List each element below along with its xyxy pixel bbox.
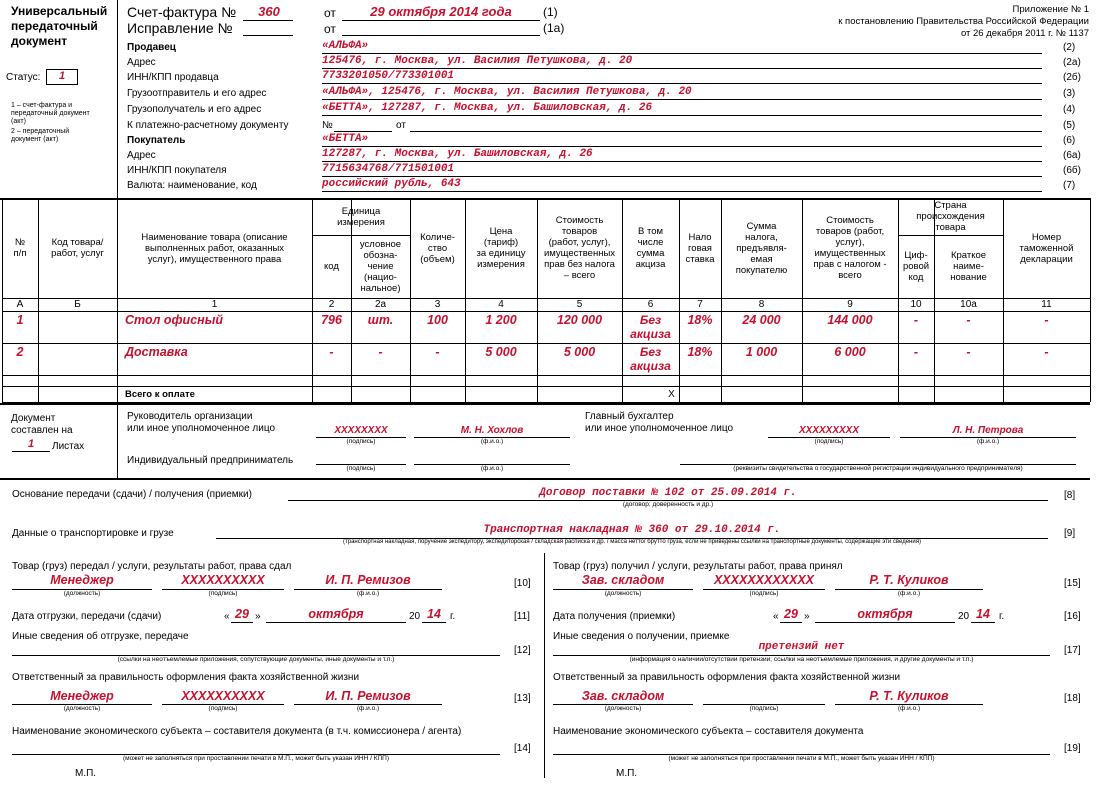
ref-8: [8]: [1064, 490, 1076, 501]
left-other-caption: (ссылки на неотъемлемые приложения, сопутствующие документы, иные документы и т.п.): [117, 656, 395, 663]
table-row-line: [2, 343, 1090, 344]
right-resp-full-name[interactable]: Р. Т. Куликов: [869, 689, 949, 703]
ref-14: [14]: [514, 743, 531, 754]
ref-11: [11]: [514, 611, 530, 622]
cell-unit-name[interactable]: шт.: [367, 313, 394, 327]
header-row-ref: (2б): [1063, 72, 1081, 83]
status-value-field[interactable]: 1: [46, 69, 78, 85]
header-row-line: [322, 146, 1042, 147]
year-suffix: г.: [450, 611, 456, 622]
cell-excise[interactable]: Без акциза: [630, 313, 671, 341]
col-number: 2а: [374, 299, 387, 310]
right-other-label: Иные сведения о получении, приемке: [553, 631, 730, 642]
col-header-customs: Номер таможенной декларации: [1019, 231, 1074, 265]
header-row-label: ИНН/КПП покупателя: [127, 165, 227, 176]
col-number: 5: [576, 299, 583, 310]
col-header-price: Цена (тариф) за единицу измерения: [476, 226, 526, 270]
col-header-tax: Сумма налога, предъявля- емая покупателю: [735, 220, 788, 276]
name-caption: (ф.и.о.): [480, 465, 504, 472]
signature-caption: (ф.и.о.): [897, 590, 921, 597]
left-year[interactable]: 14: [427, 607, 441, 621]
year-prefix: 20: [958, 611, 970, 622]
invoice-number[interactable]: 360: [258, 4, 280, 19]
cell-rate[interactable]: 18%: [687, 345, 713, 359]
ref-15: [15]: [1064, 578, 1081, 589]
table-col-line: [1090, 198, 1091, 402]
accountant-signature[interactable]: XXXXXXXXX: [798, 425, 860, 436]
header-row-ref: (2): [1063, 42, 1076, 53]
head-name[interactable]: М. Н. Хохлов: [460, 425, 524, 436]
name-caption: (ф.и.о.): [480, 438, 504, 445]
col-header-country: Страна происхождения товара: [916, 200, 985, 233]
total-excise-x: X: [668, 389, 675, 400]
cell-unit-code[interactable]: 796: [321, 313, 342, 327]
right-entity-caption: (может не заполняться при проставлении печати в М.П., может быть указан ИНН / КПП): [668, 755, 935, 762]
signature-caption: (должность): [604, 590, 642, 597]
cell-name[interactable]: Стол офисный: [125, 313, 224, 327]
header-row-ref: (4): [1063, 104, 1076, 115]
header-row-ref: (6): [1063, 135, 1076, 146]
cell-num[interactable]: 1: [16, 313, 24, 327]
header-row-value[interactable]: 7733201050/773301001: [322, 70, 455, 82]
cell-total[interactable]: 144 000: [827, 313, 873, 327]
left-resp-full-name[interactable]: И. П. Ремизов: [325, 689, 411, 703]
title-divider: [117, 0, 118, 198]
cell-cn[interactable]: -: [966, 345, 971, 359]
left-resp-signature[interactable]: XXXXXXXXXX: [181, 689, 265, 703]
signature-caption: (ф.и.о.): [356, 705, 380, 712]
header-row-ref: (5): [1063, 120, 1076, 131]
cell-excise[interactable]: Без акциза: [630, 345, 671, 373]
cell-tax[interactable]: 1 000: [745, 345, 778, 359]
signature-caption: (подпись): [749, 705, 779, 712]
col-number: 3: [434, 299, 441, 310]
accountant-name[interactable]: Л. Н. Петрова: [952, 425, 1024, 436]
header-row-line: [322, 68, 1042, 69]
col-number: А: [16, 299, 24, 310]
col-header-name: Наименование товара (описание выполненных работ, оказанных услуг), имущественного права: [141, 231, 288, 265]
signature-caption: (ф.и.о.): [897, 705, 921, 712]
cell-cost[interactable]: 5 000: [563, 345, 596, 359]
col-header-qty: Количе- ство (объем): [420, 231, 455, 265]
ref-9: [9]: [1064, 528, 1076, 539]
header-row-ref: (3): [1063, 88, 1076, 99]
cell-num[interactable]: 2: [16, 345, 24, 359]
table-row-line: [2, 375, 1090, 376]
sign-caption: (подпись): [346, 438, 376, 445]
left-other-label: Иные сведения об отгрузке, передаче: [12, 631, 189, 642]
doc-pages-label: Документ составлен на: [11, 413, 73, 436]
ref-16: [16]: [1064, 611, 1081, 622]
cell-cc[interactable]: -: [913, 345, 919, 359]
right-full-name[interactable]: Р. Т. Куликов: [869, 573, 949, 587]
col-header-code: Код товара/ работ, услуг: [51, 237, 104, 259]
invoice-label: Счет-фактура №: [127, 4, 237, 20]
left-entity-caption: (может не заполняться при проставлении печати в М.П., может быть указан ИНН / КПП): [122, 755, 389, 762]
right-position[interactable]: Зав. складом: [581, 573, 665, 587]
header-row-line: [322, 176, 1042, 177]
payment-from-label: от: [396, 120, 406, 131]
header-row-line: [322, 115, 1042, 116]
head-label: Руководитель организации или иное уполномоченное лицо: [127, 411, 276, 434]
col-header-unit: Единица измерения: [337, 205, 385, 228]
left-resp-position[interactable]: Менеджер: [50, 689, 114, 703]
header-row-label: Грузоотправитель и его адрес: [127, 88, 267, 99]
cell-price[interactable]: 1 200: [485, 313, 517, 327]
year-prefix: 20: [409, 611, 421, 622]
quote-close: »: [255, 611, 261, 622]
col-number: 7: [697, 299, 703, 310]
right-other-caption: (информация о наличии/отсутствии претензии; ссылки на неотъемлемые приложения, и другие документы и т.п.): [629, 656, 974, 663]
head-signature[interactable]: XXXXXXXX: [334, 425, 388, 436]
col-number: 10: [910, 299, 922, 310]
status-note-2: 2 – передаточный документ (акт): [11, 128, 70, 143]
header-row-label: Продавец: [127, 42, 176, 53]
col-header-unit-name: условное обозна- чение (нацио- нальное): [359, 239, 402, 294]
header-row-label: Покупатель: [127, 135, 186, 146]
date-line: [971, 622, 995, 623]
right-signature[interactable]: XXXXXXXXXXXX: [713, 573, 815, 587]
left-full-name[interactable]: И. П. Ремизов: [325, 573, 411, 587]
invoice-from-label: от: [324, 6, 336, 20]
left-handed-label: Товар (груз) передал / услуги, результаты работ, права сдал: [12, 561, 292, 572]
status-label: Статус:: [6, 72, 41, 83]
total-label: Всего к оплате: [125, 389, 195, 400]
table-bottom-border: [0, 403, 1090, 405]
correction-from-label: от: [324, 22, 336, 36]
header-row-ref: (7): [1063, 180, 1076, 191]
cell-qty[interactable]: 100: [427, 313, 448, 327]
quote-close: »: [804, 611, 810, 622]
left-signature[interactable]: XXXXXXXXXX: [181, 573, 265, 587]
year-suffix: г.: [999, 611, 1005, 622]
col-number: 1: [211, 299, 218, 310]
col-header-num: № п/п: [13, 237, 27, 259]
payment-no-label: №: [322, 120, 333, 131]
ip-label: Индивидуальный предприниматель: [127, 455, 294, 466]
header-row-value[interactable]: «АЛЬФА», 125476, г. Москва, ул. Василия Петушкова, д. 20: [322, 86, 692, 98]
ref-17: [17]: [1064, 645, 1081, 656]
cell-customs[interactable]: -: [1044, 345, 1049, 359]
header-row-value[interactable]: 125476, г. Москва, ул. Василия Петушкова, д. 20: [322, 55, 633, 67]
header-row-label: Грузополучатель и его адрес: [127, 104, 262, 115]
ref-18: [18]: [1064, 693, 1081, 704]
payment-no-line: [334, 131, 392, 132]
right-day[interactable]: 29: [784, 607, 798, 621]
date-line: [422, 622, 446, 623]
header-row-line: [322, 161, 1042, 162]
right-month[interactable]: октября: [857, 607, 913, 621]
header-row-label: Валюта: наименование, код: [127, 180, 257, 191]
basis-value[interactable]: Договор поставки № 102 от 25.09.2014 г.: [539, 487, 797, 499]
col-header-total: Стоимость товаров (работ, услуг), имущественных прав с налогом - всего: [813, 215, 887, 281]
cell-customs[interactable]: -: [1044, 313, 1049, 327]
transport-label: Данные о транспортировке и грузе: [12, 528, 174, 539]
header-row-value[interactable]: российский рубль, 643: [322, 178, 461, 190]
left-resp-label: Ответственный за правильность оформления факта хозяйственной жизни: [12, 672, 360, 683]
header-row-line: [322, 83, 1042, 84]
signature-caption: (подпись): [749, 590, 779, 597]
cell-rate[interactable]: 18%: [687, 313, 713, 327]
bottom-divider: [544, 553, 545, 778]
ref-1: (1): [543, 5, 558, 19]
col-number: 10а: [960, 299, 977, 310]
signature-caption: (подпись): [208, 705, 238, 712]
pages-value[interactable]: 1: [27, 438, 35, 450]
date-line: [266, 622, 406, 623]
date-line: [231, 622, 253, 623]
right-handed-label: Товар (груз) получил / услуги, результаты работ, права принял: [553, 561, 843, 572]
cell-total[interactable]: 6 000: [834, 345, 866, 359]
header-row-value[interactable]: «БЕТТА», 127287, г. Москва, ул. Башиловская, д. 26: [322, 102, 653, 114]
header-row-ref: (6б): [1063, 165, 1081, 176]
document-title: Универсальный передаточный документ: [11, 4, 108, 48]
cell-tax[interactable]: 24 000: [742, 313, 781, 327]
col-header-excise: В том числе сумма акциза: [635, 226, 666, 270]
ref-1a: (1а): [543, 21, 565, 35]
col-number: 6: [647, 299, 654, 310]
invoice-date[interactable]: 29 октября 2014 года: [370, 4, 512, 19]
accountant-label: Главный бухгалтер или иное уполномоченное лицо: [585, 411, 734, 434]
signature-caption: (должность): [604, 705, 642, 712]
cell-name[interactable]: Доставка: [125, 345, 188, 359]
header-row-value[interactable]: 7715634768/771501001: [322, 163, 455, 175]
right-stamp-label: М.П.: [616, 768, 638, 779]
signature-caption: (должность): [63, 590, 101, 597]
header-row-value[interactable]: 127287, г. Москва, ул. Башиловская, д. 26: [322, 148, 593, 160]
col-number: 2: [328, 299, 335, 310]
sign-caption: (подпись): [814, 438, 844, 445]
header-row-label: К платежно-расчетному документу: [127, 120, 289, 131]
table-row-line: [2, 386, 1090, 387]
ref-19: [19]: [1064, 743, 1081, 754]
header-row-label: ИНН/КПП продавца: [127, 72, 219, 83]
left-position[interactable]: Менеджер: [50, 573, 114, 587]
right-resp-position[interactable]: Зав. складом: [581, 689, 665, 703]
ref-10: [10]: [514, 578, 531, 589]
status-note-1: 1 – счет-фактура и передаточный документ (акт): [11, 102, 90, 125]
left-stamp-label: М.П.: [75, 768, 97, 779]
transport-caption: (транспортная накладная, поручение экспедитору, экспедиторская / складская расписка и др. / масса нетто/ брутто груза, если не приведены ссылки на транспортные документы, содержащие эти сведения): [343, 539, 921, 545]
date-line: [815, 622, 955, 623]
transport-value[interactable]: Транспортная накладная № 360 от 29.10.2014 г.: [483, 524, 781, 536]
right-resp-label: Ответственный за правильность оформления факта хозяйственной жизни: [553, 672, 901, 683]
col-number: 8: [758, 299, 765, 310]
basis-label: Основание передачи (сдачи) / получения (приемки): [12, 489, 252, 500]
col-header-rate: Нало говая ставка: [685, 231, 715, 265]
basis-caption: (договор; доверенность и др.): [622, 501, 714, 508]
col-number: 11: [1041, 299, 1052, 310]
cell-unit-code[interactable]: -: [329, 345, 334, 359]
payment-from-line: [410, 131, 1042, 132]
date-line: [780, 622, 802, 623]
left-date-label: Дата отгрузки, передачи (сдачи): [12, 611, 162, 622]
right-year[interactable]: 14: [976, 607, 990, 621]
col-number: 9: [847, 299, 853, 310]
pages-label: Листах: [52, 441, 85, 452]
ref-13: [13]: [514, 693, 531, 704]
col-header-cost: Стоимость товаров (работ, услуг), имущественных прав без налога – всего: [543, 215, 616, 281]
col-header-unit-code: код: [324, 261, 339, 272]
signature-caption: (должность): [63, 705, 101, 712]
left-entity-label: Наименование экономического субъекта – составителя документа (в т.ч. комиссионера / агента): [12, 726, 462, 737]
quote-open: «: [224, 611, 230, 622]
header-row-ref: (6а): [1063, 150, 1081, 161]
right-other-value[interactable]: претензий нет: [758, 641, 845, 653]
header-row-label: Адрес: [127, 57, 156, 68]
name-caption: (ф.и.о.): [976, 438, 1000, 445]
header-row-value[interactable]: «БЕТТА»: [322, 133, 369, 145]
cell-qty[interactable]: -: [435, 345, 440, 359]
right-entity-label: Наименование экономического субъекта – составителя документа: [553, 726, 864, 737]
header-row-label: Адрес: [127, 150, 156, 161]
col-number: Б: [74, 299, 81, 310]
header-row-line: [322, 99, 1042, 100]
cell-cost[interactable]: 120 000: [556, 313, 603, 327]
left-day[interactable]: 29: [235, 607, 249, 621]
cell-price[interactable]: 5 000: [485, 345, 517, 359]
appendix-note: Приложение № 1 к постановлению Правительства Российской Федерации от 26 декабря 2011 г. № 1137: [838, 4, 1089, 39]
cell-cn[interactable]: -: [966, 313, 971, 327]
right-date-label: Дата получения (приемки): [553, 611, 676, 622]
header-row-line: [322, 191, 1042, 192]
col-header-country-code: Циф- ровой код: [902, 250, 930, 283]
sign-caption: (подпись): [346, 465, 376, 472]
signature-caption: (подпись): [208, 590, 238, 597]
table-row-line: [2, 311, 1090, 312]
correction-label: Исправление №: [127, 20, 233, 36]
header-row-value[interactable]: «АЛЬФА»: [322, 40, 369, 52]
header-row-line: [322, 53, 1042, 54]
quote-open: «: [773, 611, 779, 622]
header-row-ref: (2а): [1063, 57, 1081, 68]
col-header-country-name: Краткое наиме- нование: [950, 250, 987, 283]
ip-caption: (реквизиты свидетельства о государственной регистрации индивидуального предпринимателя): [733, 465, 1023, 472]
left-month[interactable]: октября: [308, 607, 364, 621]
col-number: 4: [498, 299, 504, 310]
ref-12: [12]: [514, 645, 531, 656]
signature-caption: (ф.и.о.): [356, 590, 380, 597]
cell-unit-name[interactable]: -: [378, 345, 383, 359]
cell-cc[interactable]: -: [913, 313, 919, 327]
